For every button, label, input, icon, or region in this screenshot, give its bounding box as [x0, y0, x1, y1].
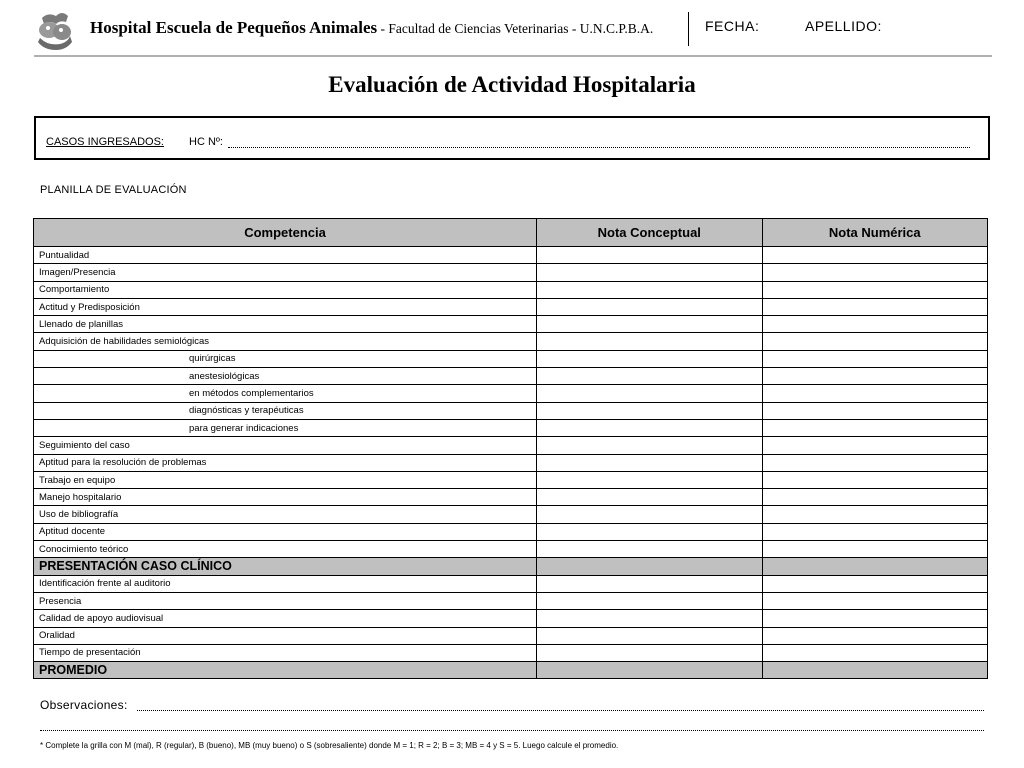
header-rule — [34, 55, 992, 57]
table-row — [34, 575, 988, 592]
table-header-row — [34, 219, 988, 247]
fecha-label: FECHA: — [705, 18, 760, 34]
competencia-cell: Identificación frente al auditorio — [34, 575, 537, 592]
table-row — [34, 385, 988, 402]
apellido-label: APELLIDO: — [805, 18, 882, 34]
nota-numerica-cell[interactable] — [762, 264, 987, 281]
nota-numerica-cell[interactable] — [762, 350, 987, 367]
competencia-cell: Conocimiento teórico — [34, 541, 537, 558]
page-header — [0, 0, 1024, 60]
hospital-logo-icon — [34, 8, 76, 50]
nota-conceptual-cell[interactable] — [537, 541, 762, 558]
table-row — [34, 350, 988, 367]
nota-numerica-cell[interactable] — [762, 662, 987, 679]
nota-numerica-cell[interactable] — [762, 454, 987, 471]
competencia-cell: Puntualidad — [34, 247, 537, 264]
nota-numerica-cell[interactable] — [762, 627, 987, 644]
nota-numerica-cell[interactable] — [762, 644, 987, 661]
column-header-competencia: Competencia — [34, 219, 537, 247]
table-row — [34, 437, 988, 454]
nota-conceptual-cell[interactable] — [537, 350, 762, 367]
competencia-cell: anestesiológicas — [34, 368, 537, 385]
table-row — [34, 627, 988, 644]
column-header-nota-numerica: Nota Numérica — [762, 219, 987, 247]
table-row — [34, 644, 988, 661]
nota-numerica-cell[interactable] — [762, 437, 987, 454]
observaciones-field-line-2[interactable] — [40, 730, 984, 731]
table-row — [34, 402, 988, 419]
nota-conceptual-cell[interactable] — [537, 454, 762, 471]
nota-numerica-cell[interactable] — [762, 316, 987, 333]
nota-conceptual-cell[interactable] — [537, 558, 762, 575]
competencia-cell: Imagen/Presencia — [34, 264, 537, 281]
nota-numerica-cell[interactable] — [762, 298, 987, 315]
nota-numerica-cell[interactable] — [762, 592, 987, 609]
competencia-cell: quirúrgicas — [34, 350, 537, 367]
competencia-cell: Seguimiento del caso — [34, 437, 537, 454]
table-row — [34, 281, 988, 298]
nota-conceptual-cell[interactable] — [537, 281, 762, 298]
nota-numerica-cell[interactable] — [762, 419, 987, 436]
hospital-name — [90, 18, 653, 38]
nota-numerica-cell[interactable] — [762, 558, 987, 575]
table-row — [34, 489, 988, 506]
nota-conceptual-cell[interactable] — [537, 264, 762, 281]
nota-conceptual-cell[interactable] — [537, 575, 762, 592]
nota-conceptual-cell[interactable] — [537, 437, 762, 454]
competencia-cell: Presencia — [34, 592, 537, 609]
faculty-name: - Facultad de Ciencias Veterinarias - U.N.C.P.B.A. — [377, 21, 654, 36]
column-header-nota-conceptual: Nota Conceptual — [537, 219, 762, 247]
table-row — [34, 454, 988, 471]
nota-conceptual-cell[interactable] — [537, 316, 762, 333]
competencia-cell: Comportamiento — [34, 281, 537, 298]
table-row — [34, 247, 988, 264]
page-title: Evaluación de Actividad Hospitalaria — [328, 72, 696, 97]
nota-numerica-cell[interactable] — [762, 541, 987, 558]
table-section-row — [34, 662, 988, 679]
nota-numerica-cell[interactable] — [762, 368, 987, 385]
nota-conceptual-cell[interactable] — [537, 402, 762, 419]
nota-numerica-cell[interactable] — [762, 610, 987, 627]
competencia-cell: Llenado de planillas — [34, 316, 537, 333]
nota-numerica-cell[interactable] — [762, 523, 987, 540]
nota-conceptual-cell[interactable] — [537, 506, 762, 523]
competencia-cell: Actitud y Predisposición — [34, 298, 537, 315]
table-row — [34, 523, 988, 540]
nota-conceptual-cell[interactable] — [537, 627, 762, 644]
nota-conceptual-cell[interactable] — [537, 610, 762, 627]
table-row — [34, 419, 988, 436]
header-divider — [688, 12, 689, 46]
competencia-cell: Manejo hospitalario — [34, 489, 537, 506]
nota-conceptual-cell[interactable] — [537, 247, 762, 264]
planilla-label: PLANILLA DE EVALUACIÓN — [40, 184, 187, 196]
table-row — [34, 471, 988, 488]
hc-number-field[interactable] — [228, 147, 970, 148]
observaciones-field[interactable] — [137, 710, 984, 711]
table-row — [34, 592, 988, 609]
nota-conceptual-cell[interactable] — [537, 385, 762, 402]
nota-conceptual-cell[interactable] — [537, 471, 762, 488]
table-row — [34, 610, 988, 627]
table-row — [34, 316, 988, 333]
nota-conceptual-cell[interactable] — [537, 523, 762, 540]
observaciones-label: Observaciones: — [40, 698, 128, 712]
casos-ingresados-box — [34, 116, 990, 160]
competencia-cell: PRESENTACIÓN CASO CLÍNICO — [34, 558, 537, 575]
nota-numerica-cell[interactable] — [762, 471, 987, 488]
nota-conceptual-cell[interactable] — [537, 592, 762, 609]
table-row — [34, 264, 988, 281]
competencia-cell: Oralidad — [34, 627, 537, 644]
competencia-cell: para generar indicaciones — [34, 419, 537, 436]
casos-ingresados-label: CASOS INGRESADOS: — [46, 136, 164, 148]
competencia-cell: Tiempo de presentación — [34, 644, 537, 661]
competencia-cell: Aptitud para la resolución de problemas — [34, 454, 537, 471]
competencia-cell: Aptitud docente — [34, 523, 537, 540]
footnote: * Complete la grilla con M (mal), R (regular), B (bueno), MB (muy bueno) o S (sobresaliente) donde M = 1; R = 2; B = 3; MB = 4 y S = 5. Luego calcule el promedio. — [40, 741, 619, 750]
table-row — [34, 506, 988, 523]
competencia-cell: en métodos complementarios — [34, 385, 537, 402]
competencia-cell: PROMEDIO — [34, 662, 537, 679]
nota-numerica-cell[interactable] — [762, 402, 987, 419]
table-row — [34, 541, 988, 558]
nota-numerica-cell[interactable] — [762, 489, 987, 506]
competencia-cell: diagnósticas y terapéuticas — [34, 402, 537, 419]
nota-numerica-cell[interactable] — [762, 575, 987, 592]
table-row — [34, 368, 988, 385]
competencia-cell: Adquisición de habilidades semiológicas — [34, 333, 537, 350]
nota-conceptual-cell[interactable] — [537, 333, 762, 350]
hospital-title: Hospital Escuela de Pequeños Animales — [90, 18, 378, 37]
hc-number-label: HC Nº: — [189, 136, 223, 148]
competencia-cell: Trabajo en equipo — [34, 471, 537, 488]
nota-conceptual-cell[interactable] — [537, 644, 762, 661]
table-row — [34, 298, 988, 315]
nota-numerica-cell[interactable] — [762, 247, 987, 264]
nota-numerica-cell[interactable] — [762, 281, 987, 298]
table-row — [34, 333, 988, 350]
nota-numerica-cell[interactable] — [762, 333, 987, 350]
nota-conceptual-cell[interactable] — [537, 419, 762, 436]
nota-conceptual-cell[interactable] — [537, 662, 762, 679]
competencia-cell: Uso de bibliografía — [34, 506, 537, 523]
evaluation-table — [33, 218, 988, 679]
nota-conceptual-cell[interactable] — [537, 298, 762, 315]
nota-conceptual-cell[interactable] — [537, 368, 762, 385]
nota-numerica-cell[interactable] — [762, 506, 987, 523]
competencia-cell: Calidad de apoyo audiovisual — [34, 610, 537, 627]
nota-numerica-cell[interactable] — [762, 385, 987, 402]
nota-conceptual-cell[interactable] — [537, 489, 762, 506]
table-section-row — [34, 558, 988, 575]
